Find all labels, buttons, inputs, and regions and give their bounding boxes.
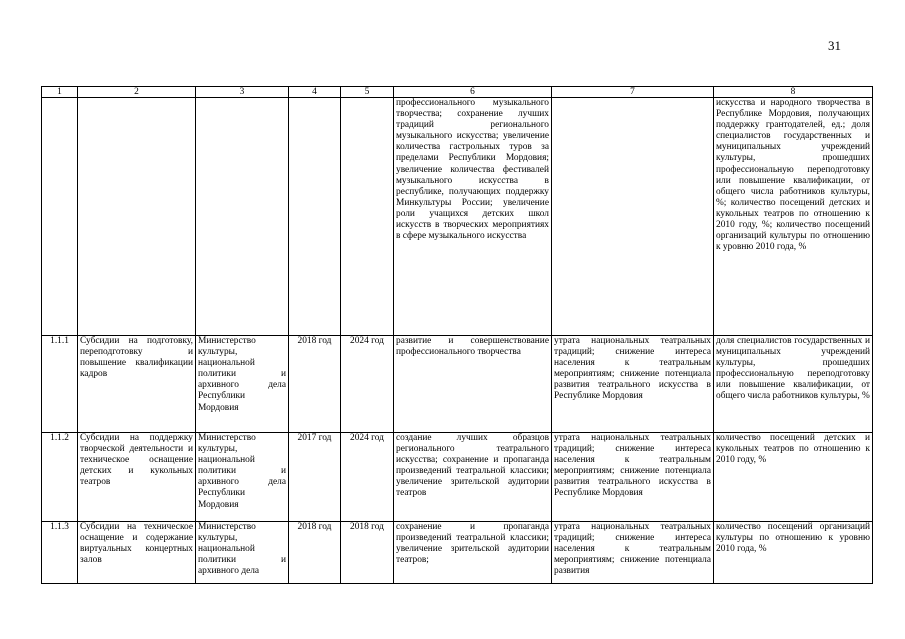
column-number-header bbox=[42, 87, 873, 98]
measure-name-cell: Субсидии на подготовку, переподготовку и повышение квалификации кадров bbox=[78, 336, 196, 433]
start-year-cell: 2017 год bbox=[289, 433, 341, 522]
executor-cell: Министерство культуры, национальной политики и архивного дела Республики Мордовия bbox=[196, 433, 289, 522]
consequences-cell bbox=[552, 98, 714, 336]
expected-result-cell: развитие и совершенствование профессионального творчества bbox=[394, 336, 552, 433]
start-year-cell: 2018 год bbox=[289, 522, 341, 584]
table-row bbox=[42, 98, 873, 336]
indicators-cell: искусства и народного творчества в Республике Мордовия, получающих поддержку грантодателей, ед.; доля специалистов государственных и муниципальных учреждений культуры, прошедших профессиональную переподготовку или повышение квалификации, от общего числа работников культуры, %; количество посещений детских и кукольных театров по отношению к 2010 году, %; количество посещений организаций культуры по отношению к уровню 2010 года, % bbox=[714, 98, 873, 336]
column-number: 3 bbox=[196, 87, 289, 98]
table-row bbox=[42, 336, 873, 433]
table-row bbox=[42, 522, 873, 584]
page-number: 31 bbox=[828, 38, 841, 53]
table-row bbox=[42, 433, 873, 522]
item-number-cell: 1.1.2 bbox=[42, 433, 78, 522]
indicators-cell: количество посещений организаций культуры по отношению к уровню 2010 года, % bbox=[714, 522, 873, 584]
consequences-cell: утрата национальных театральных традиций; снижение интереса населения к театральным мероприятиям; снижение потенциала развития bbox=[552, 522, 714, 584]
program-table bbox=[41, 86, 873, 584]
indicators-cell: доля специалистов государственных и муниципальных учреждений культуры, прошедших профессиональную переподготовку или повышение квалификации, от общего числа работников культуры, % bbox=[714, 336, 873, 433]
executor-cell bbox=[196, 98, 289, 336]
consequences-cell: утрата национальных театральных традиций; снижение интереса населения к театральным мероприятиям; снижение потенциала развития театрального искусства в Республике Мордовия bbox=[552, 336, 714, 433]
item-number-cell: 1.1.1 bbox=[42, 336, 78, 433]
expected-result-cell: сохранение и пропаганда произведений театральной классики; увеличение зрительской аудитории театров; bbox=[394, 522, 552, 584]
end-year-cell: 2024 год bbox=[341, 336, 394, 433]
item-number-cell bbox=[42, 98, 78, 336]
measure-name-cell: Субсидии на техническое оснащение и содержание виртуальных концертных залов bbox=[78, 522, 196, 584]
column-number: 6 bbox=[394, 87, 552, 98]
column-number: 2 bbox=[78, 87, 196, 98]
executor-cell: Министерство культуры, национальной политики и архивного дела bbox=[196, 522, 289, 584]
column-number: 7 bbox=[552, 87, 714, 98]
column-number: 5 bbox=[341, 87, 394, 98]
column-number: 4 bbox=[289, 87, 341, 98]
end-year-cell bbox=[341, 98, 394, 336]
start-year-cell: 2018 год bbox=[289, 336, 341, 433]
executor-cell: Министерство культуры, национальной политики и архивного дела Республики Мордовия bbox=[196, 336, 289, 433]
measure-name-cell bbox=[78, 98, 196, 336]
item-number-cell: 1.1.3 bbox=[42, 522, 78, 584]
end-year-cell: 2018 год bbox=[341, 522, 394, 584]
indicators-cell: количество посещений детских и кукольных театров по отношению к 2010 году, % bbox=[714, 433, 873, 522]
expected-result-cell: создание лучших образцов регионального театрального искусства; сохранение и пропаганда произведений театральной классики; увеличение зрительской аудитории театров bbox=[394, 433, 552, 522]
expected-result-cell: профессионального музыкального творчества; сохранение лучших традиций регионального музыкального искусства; увеличение количества гастрольных туров за пределами Республики Мордовия; увеличение количества фестивалей музыкального искусства в республике, получающих поддержку Минкультуры России; увеличение роли учащихся детских школ искусств в творческих мероприятиях в сфере музыкального искусства bbox=[394, 98, 552, 336]
end-year-cell: 2024 год bbox=[341, 433, 394, 522]
start-year-cell bbox=[289, 98, 341, 336]
column-number: 1 bbox=[42, 87, 78, 98]
column-number: 8 bbox=[714, 87, 873, 98]
consequences-cell: утрата национальных театральных традиций; снижение интереса населения к театральным мероприятиям; снижение потенциала развития театрального искусства в Республике Мордовия bbox=[552, 433, 714, 522]
measure-name-cell: Субсидии на поддержку творческой деятельности и техническое оснащение детских и кукольных театров bbox=[78, 433, 196, 522]
